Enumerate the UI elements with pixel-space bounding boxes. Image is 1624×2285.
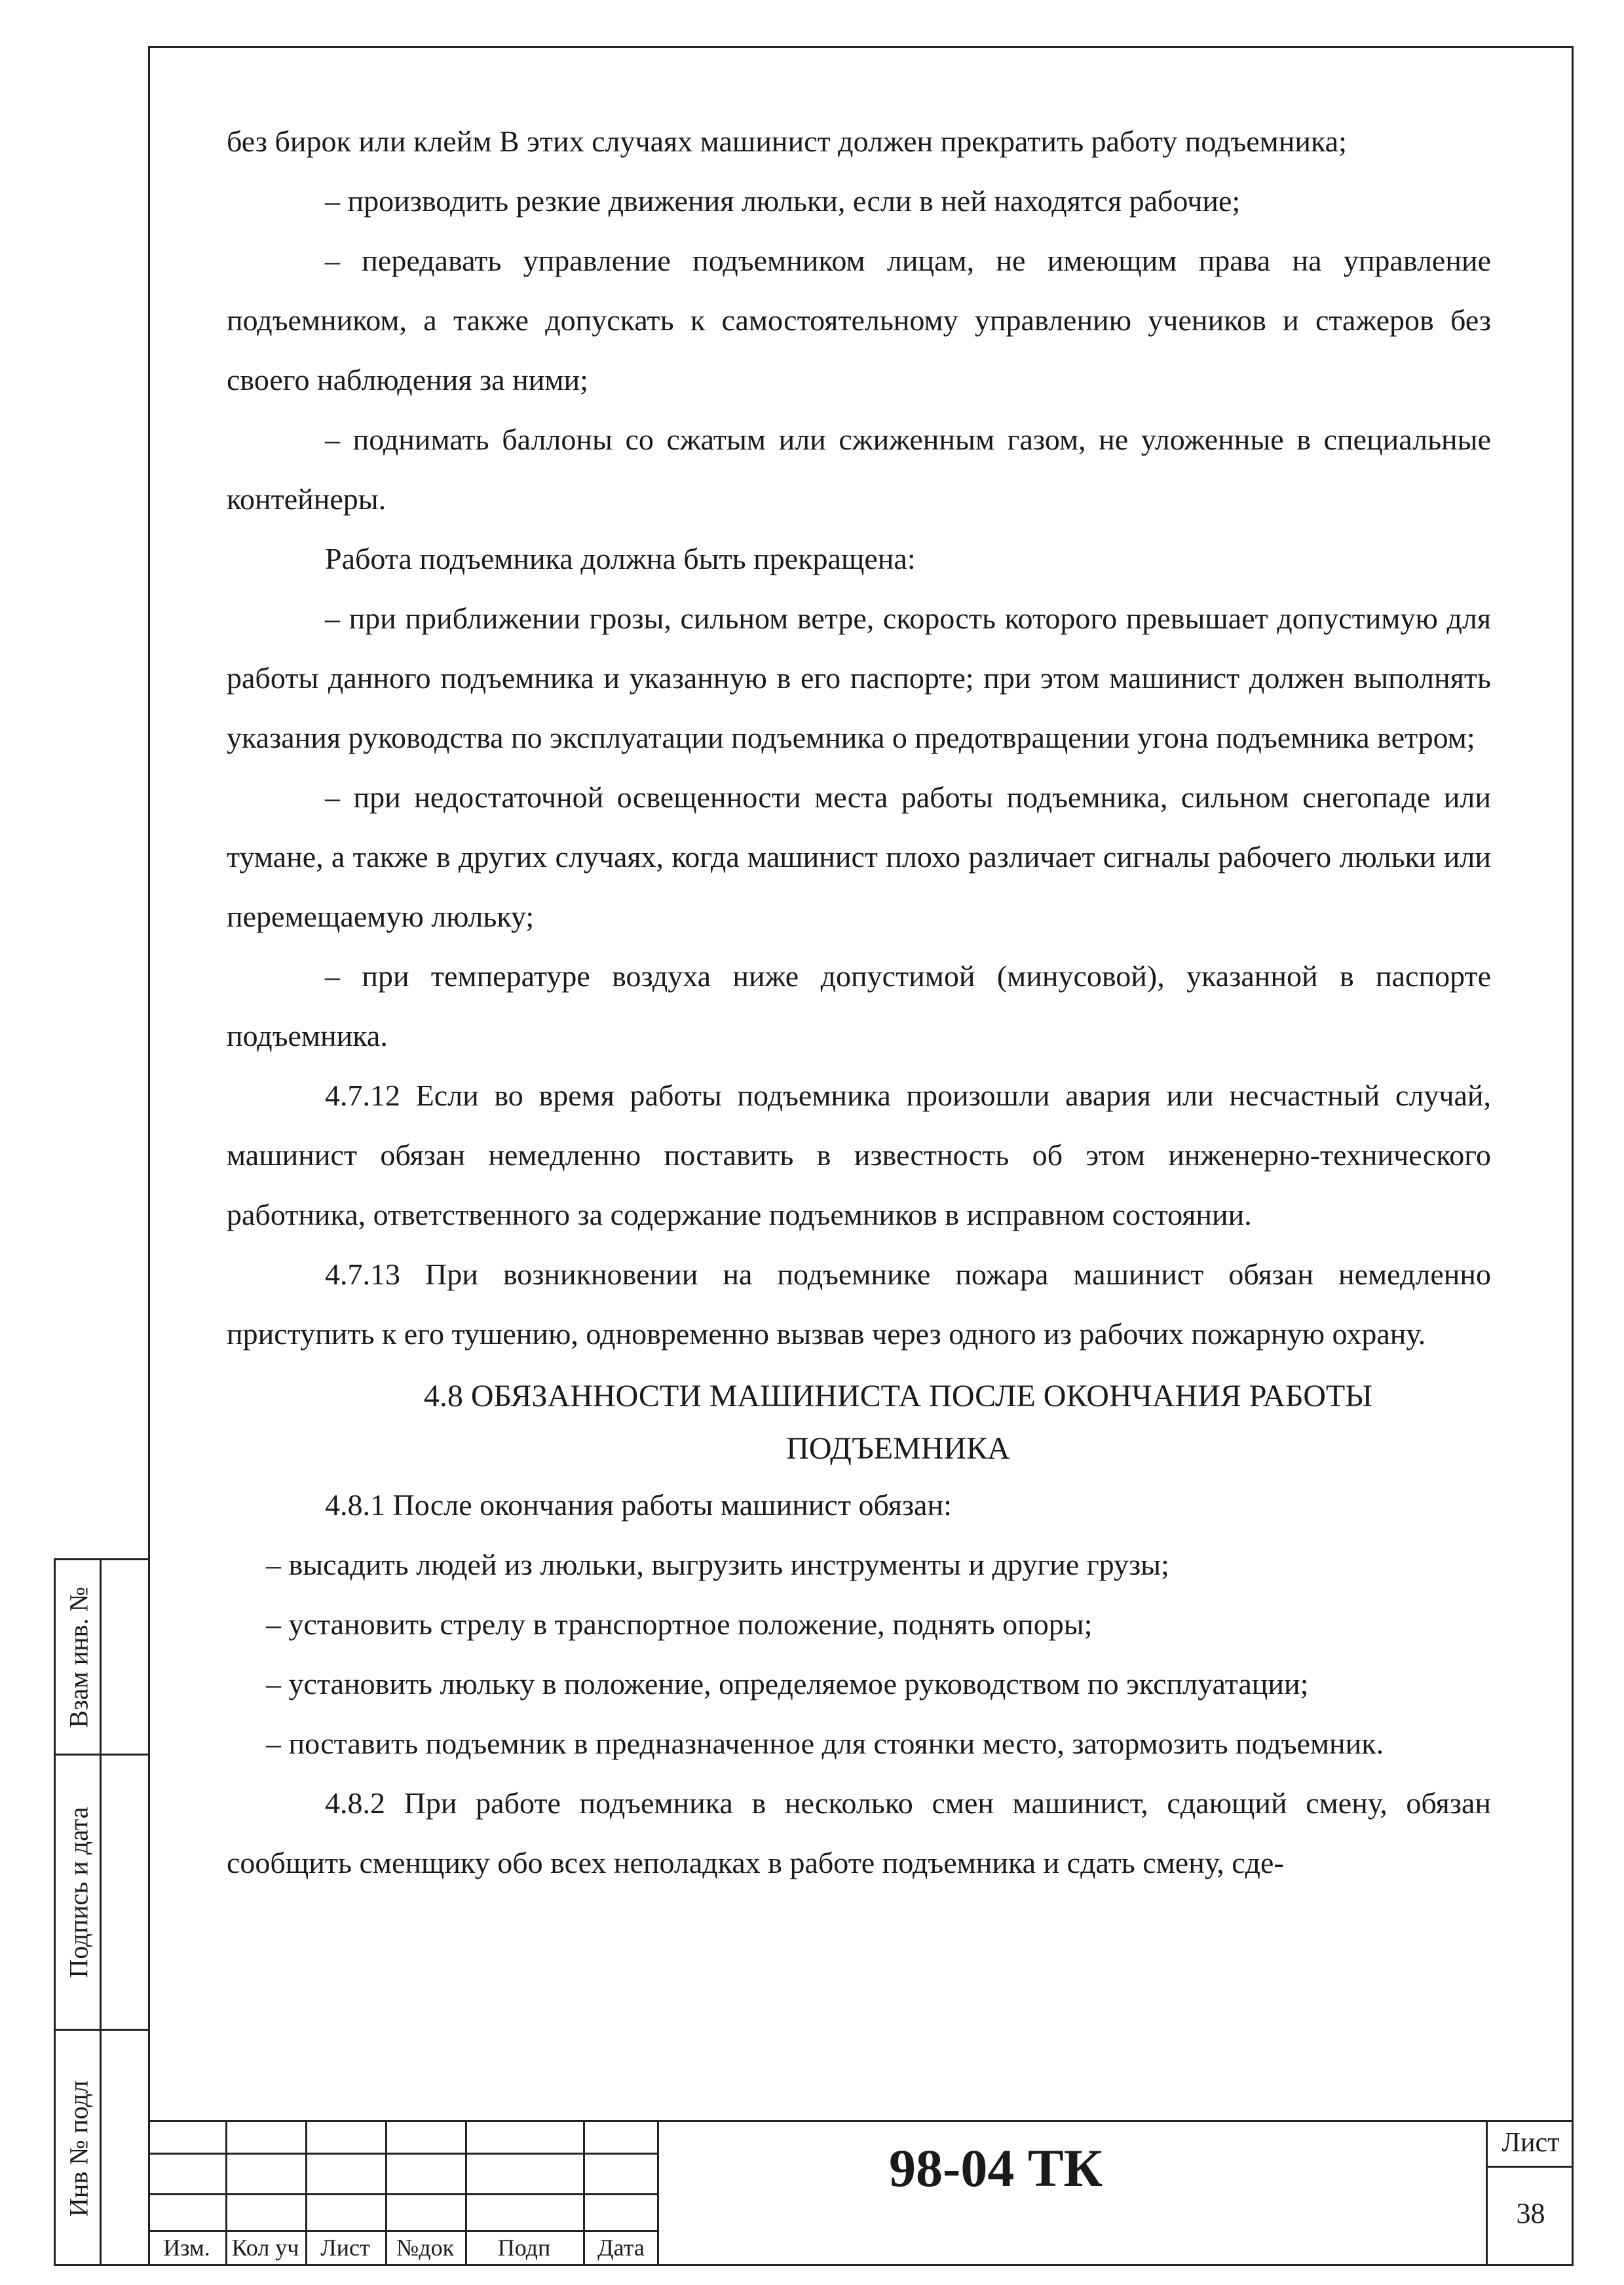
stamp-cell-replacement (56, 1560, 149, 1756)
stamp-cell-inventory (56, 2031, 149, 2266)
stamp-cell-signature (56, 1756, 149, 2031)
paragraph: – при температуре воздуха ниже допустимой (минусовой), указанной в паспорте подъемника. (227, 959, 1491, 1052)
paragraph: – поднимать баллоны со сжатым или сжиженным газом, не уложенные в специальные контейнеры. (227, 423, 1491, 516)
paragraph: – при приближении грозы, сильном ветре, скорость которого превышает допустимую для работы данного подъемника и указанную в его паспорте; при этом машинист должен выполнять указания руководства по эксплуатации подъемника о предотвращении угона подъемника ветром; (227, 602, 1491, 754)
paragraph: без бирок или клейм В этих случаях машинист должен прекратить работу подъемника; (227, 125, 1347, 158)
sheet-box (1486, 2120, 1574, 2266)
document-code: 98-04 ТК (889, 2138, 1103, 2198)
sheet-number: 38 (1516, 2197, 1545, 2229)
paragraph: – высадить людей из люльки, выгрузить инструменты и другие грузы; (266, 1548, 1169, 1581)
document-body (227, 111, 1491, 1892)
paragraph: – при недостаточной освещенности места работы подъемника, сильном снегопаде или тумане, а также в других случаях, когда машинист плохо различает сигналы рабочего люльки или перемещаемую люльку; (227, 780, 1491, 933)
stamp-label-replacement: Взам инв. № (64, 1586, 94, 1728)
paragraph: – поставить подъемник в предназначенное для стоянки место, затормозить подъемник. (266, 1727, 1384, 1760)
paragraph: – производить резкие движения люльки, если в ней находятся рабочие; (325, 184, 1241, 218)
paragraph: Работа подъемника должна быть прекращена: (325, 542, 916, 575)
paragraph: 4.8.2 При работе подъемника в несколько смен машинист, сдающий смену, обязан сообщить сменщику обо всех неполадках в работе подъемника и сдать смену, сде- (227, 1786, 1491, 1879)
revision-grid (148, 2120, 659, 2266)
paragraph: – установить стрелу в транспортное положение, поднять опоры; (266, 1607, 1093, 1641)
section-heading: 4.8 ОБЯЗАННОСТИ МАШИНИСТА ПОСЛЕ ОКОНЧАНИЯ РАБОТЫ (423, 1379, 1373, 1413)
header-doc-number: №док (396, 2235, 455, 2261)
header-signature: Подп (497, 2235, 551, 2261)
paragraph: – установить люльку в положение, определяемое руководством по эксплуатации; (266, 1667, 1309, 1700)
margin-stamp (54, 1558, 149, 2266)
section-heading-cont: ПОДЪЕМНИКА (786, 1431, 1010, 1466)
stamp-label-signature: Подпись и дата (64, 1806, 94, 1978)
paragraph: 4.7.13 При возникновении на подъемнике пожара машинист обязан немедленно приступить к его тушению, одновременно вызвав через одного из рабочих пожарную охрану. (227, 1258, 1491, 1351)
paragraph: 4.7.12 Если во время работы подъемника произошли авария или несчастный случай, машинист обязан немедленно поставить в известность об этом инженерно-технического работника, ответственного за содержание подъемников в исправном состоянии. (227, 1079, 1491, 1231)
paragraph: 4.8.1 После окончания работы машинист обязан: (325, 1488, 952, 1522)
sheet-label: Лист (1488, 2120, 1574, 2168)
paragraph: – передавать управление подъемником лицам, не имеющим права на управление подъемником, а также допускать к самостоятельному управлению учеников и стажеров без своего наблюдения за ними; (227, 244, 1491, 396)
header-sheet: Лист (320, 2235, 370, 2261)
header-change: Изм. (163, 2235, 210, 2261)
header-date: Дата (597, 2235, 645, 2261)
header-count: Кол уч (231, 2235, 299, 2261)
stamp-label-inventory: Инв № подл (64, 2080, 94, 2217)
